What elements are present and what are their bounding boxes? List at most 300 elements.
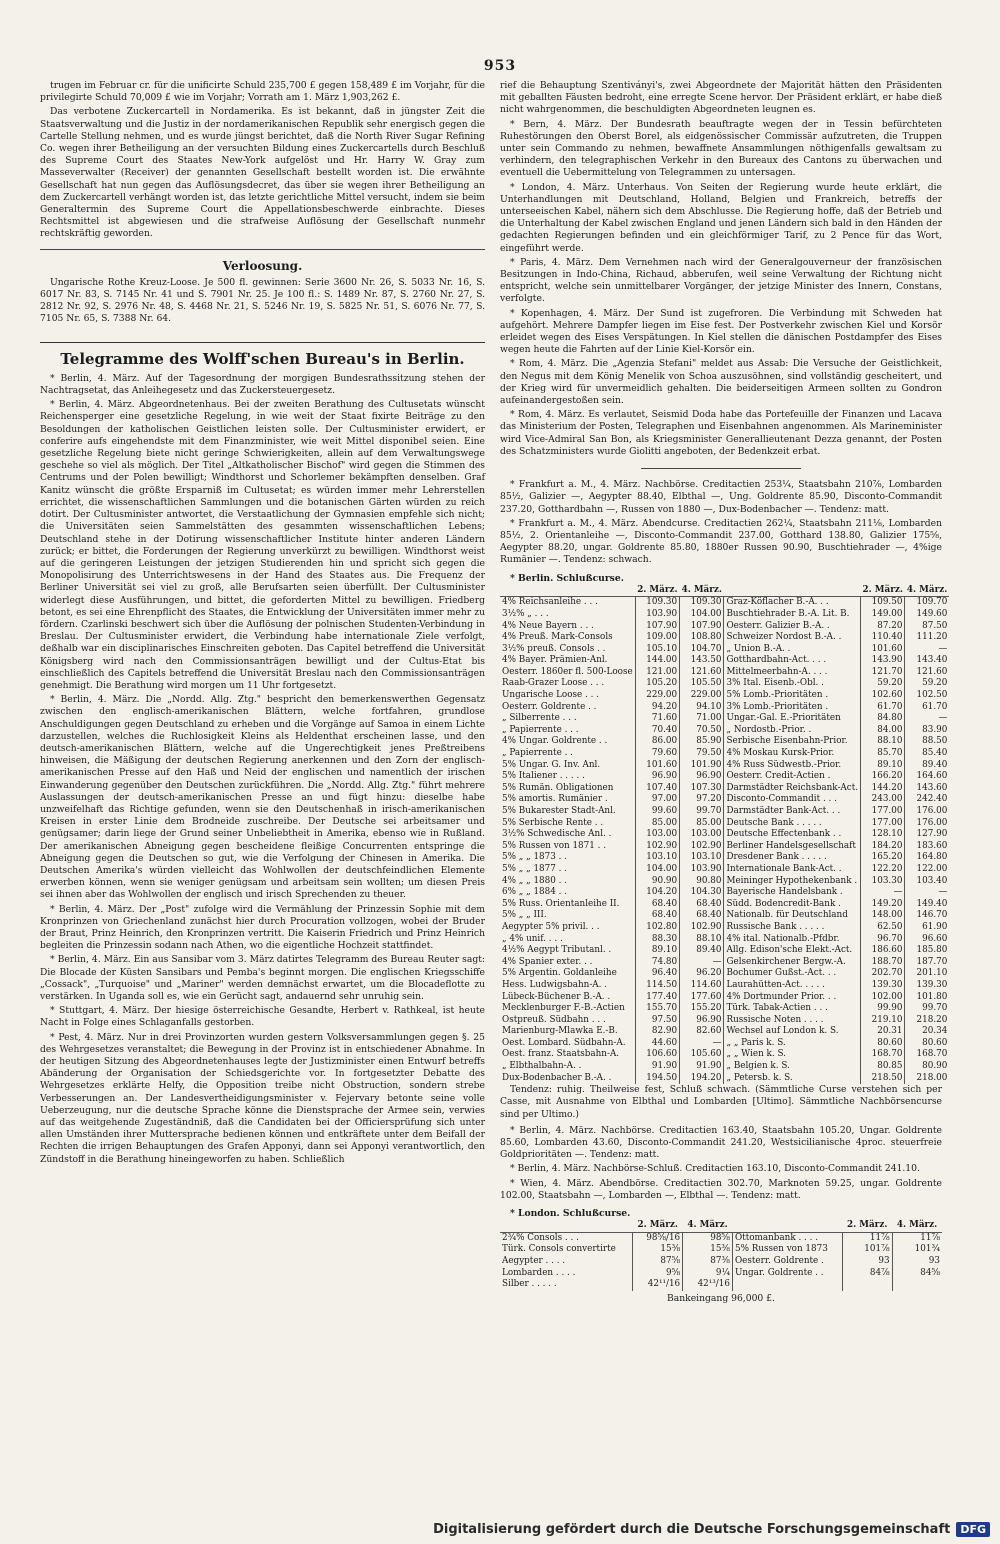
table-row (500, 771, 949, 783)
table-row (500, 887, 949, 899)
table-row (500, 1049, 949, 1061)
quote-value: 91.90 (635, 1061, 679, 1073)
quote-value: 103.30 (861, 876, 905, 888)
quote-value: 166.20 (861, 771, 905, 783)
security-name: Lübeck-Büchener B.-A. . (502, 991, 611, 1002)
quote-value: 143.50 (680, 655, 724, 667)
quote-value: 110.40 (861, 632, 905, 644)
quote-value: 218.50 (861, 1073, 905, 1085)
quote-value: 96.40 (635, 968, 679, 980)
security-name: Ungar.-Gal. E.-Prioritäten (724, 713, 861, 725)
security-name: Oesterr. Goldrente . (732, 1256, 842, 1268)
security-name: Darmstädter Bank-Act. . . (724, 806, 861, 818)
table-row (500, 945, 949, 957)
security-name: Nationalb. für Deutschland (724, 910, 861, 922)
telegram-item: * Berlin, 4. März. Auf der Tagesordnung der morgigen Bundesrathssitzung stehen der Nachtragsetat, das Anleihegesetz und das Zuckersteuergesetz. (40, 372, 485, 397)
quote-value (842, 1279, 892, 1291)
quote-value: 176.00 (905, 818, 949, 830)
security-name: 5% Ungar. G. Inv. Anl. (502, 759, 601, 770)
telegram-item: * Berlin, 4. März. Abgeordnetenhaus. Bei der zweiten Berathung des Cultusetats wünscht Reichensperger eine gesetzliche Regelung, in wie weit der Staat fixirte Beiträge zu den Besoldungen der katholischen Geistlichen leisten solle. Der Cultusminister erwidert, er conferire aufs eingehendste mit dem Finanzminister, wie weit Mittel disponibel seien. Eine gesetzliche Regelung biete nicht geringe Schwierigkeiten, allein auf dem Verwaltungswege geschehe so viel als möglich. Der Titel „Altkatholischer Bischof" wird gegen die Stimmen des Centrums und der Polen bewilligt; Windthorst und Schorlemer bekämpften denselben. Graf Kanitz wünscht die größte Ersparniß im Cultusetat; es würden immer mehr Lehrerstellen errichtet, die wissenschaftlichen Sammlungen und die botanischen Gärten würden zu reich dotirt. Der Cultusminister antwortet, die Verstaatlichung der Gymnasien empfehle sich nicht; die Universitäten seien Sammelstätten des gesammten wissenschaftlichen Lebens; Deutschland stehe in der Dotirung wissenschaftlicher Institute hinter anderen Ländern zurück; er bittet, die Forderungen der Regierung unverkürzt zu bewilligen. Windthorst weist auf die geringeren Leistungen der jetzigen Studierenden hin und spricht sich gegen die Monopolisirung des Unterrichtswesens in der Hand des Staates aus. Die Frequenz der Berliner Universität sei viel zu groß, alle Berufsarten seien überfüllt. Der Cultusminister widerlegt diese Ausführungen, und bittet, die geforderten Mittel zu bewilligen. Friedberg betont, es sei eine Ehrenpflicht des Staates, die Entwicklung der Universitäten immer mehr zu fördern. Czarlinski beschwert sich über die Auflösung der polnischen Studenten-Verbindung in Breslau. Der Cultusminister erwidert, die Verbindung habe internationale Ziele verfolgt, deßhalb war ein disciplinarisches Einschreiten geboten. Das Capitel betreffend die Universität Königsberg wird nach den Commissionsanträgen bewilligt und der Cultus-Etat bis einschließlich des Capitels betreffend die Universität Breslau nach den Commissionsanträgen genehmigt. Die Berathung wird morgen um 11 Uhr fortgesetzt. (40, 399, 485, 691)
security-name: Graz-Köflacher B.-A. . . (724, 597, 861, 609)
security-name: Schweizer Nordost B.-A. . (724, 632, 861, 644)
telegram-item: * Pest, 4. März. Nur in drei Provinzorten wurden gestern Volksversammlungen gegen §. 25 des Wehrgesetzes veranstaltet; die Bewegung in der Provinz ist in entschiedener Abnahme. In der heutigen Sitzung des Abgeordnetenhauses legte der Justizminister einen Entwurf betreffs Abänderung der Organisation der Schiedsgerichte vor. In fortgesetzter Debatte des Wehrgesetzes erklärte Helfy, die Opposition treibe nicht Obstruction, sondern strebe Verbesserungen an. Der Landesvertheidigungsminister v. Fejervary betonte seine volle Ueberzeugung, nur die deutsche Sprache könne die Dienstsprache der Armee sein, verwies auf das weitgehende Zugeständniß, daß die Candidaten bei der Officiersprüfung sich unter allen Umständen ihrer Muttersprache bedienen können und entkräftete unter dem Beifall der Rechten die irrigen Behauptungen des Grafen Apponyi, dann sei Apponyi verantwortlich, den Zündstoff in die Berathung hineingeworfen zu haben. Schließlich (40, 1031, 485, 1165)
security-name: Meininger Hypothekenbank . (724, 876, 861, 888)
table-row (500, 876, 949, 888)
security-name: Bayerische Handelsbank . (724, 887, 861, 899)
quote-value: 187.70 (905, 957, 949, 969)
quote-value: 11⅞ (842, 1232, 892, 1244)
quote-value: 102.90 (680, 841, 724, 853)
security-name: Deutsche Bank . . . . . (724, 818, 861, 830)
right-column (500, 80, 948, 1309)
telegram-item: * Rom, 4. März. Es verlautet, Seismid Doda habe das Portefeuille der Finanzen und Lacava das Ministerium der Posten, Telegraphen und Eisenbahnen angenommen. Als Marineminister wird Vice-Admiral San Bon, als Kriegsminister Generallieutenant Dezza genannt, der Posten des Schatzministers wurde Giolitti angeboten, der Bedenkzeit erbat. (500, 409, 942, 457)
quote-value: 218.00 (905, 1073, 949, 1085)
quote-value: 87.50 (905, 621, 949, 633)
security-name: Türk. Tabak-Actien . . . (724, 1003, 861, 1015)
security-name: „ Papierrente . . . (502, 724, 579, 735)
quote-value: 62.50 (861, 922, 905, 934)
quote-value: 149.20 (861, 899, 905, 911)
security-name: „ Papierrente . . (502, 748, 573, 759)
quote-value: 99.60 (635, 806, 679, 818)
security-name: 5% „ „ 1877 . . (502, 863, 568, 874)
security-name: Gotthardbahn-Act. . . . (724, 655, 861, 667)
quote-value: 106.60 (635, 1049, 679, 1061)
quote-value: 143.60 (905, 783, 949, 795)
quote-value: 107.40 (635, 783, 679, 795)
quote-value: 61.70 (905, 702, 949, 714)
quote-value: 79.50 (680, 748, 724, 760)
quote-value: 99.90 (861, 1003, 905, 1015)
security-name: 5% Rumän. Obligationen (502, 782, 614, 793)
quote-value: 59.20 (861, 678, 905, 690)
quote-value: 202.70 (861, 968, 905, 980)
quote-value: 93 (892, 1256, 942, 1268)
table-row (500, 713, 949, 725)
quote-value: 148.00 (861, 910, 905, 922)
quote-value: 139.30 (861, 980, 905, 992)
security-name: 5% Bukarester Stadt-Anl. (502, 806, 616, 816)
quote-value: 99.70 (905, 1003, 949, 1015)
telegram-heading: Telegramme des Wolff'schen Bureau's in Berlin. (40, 342, 485, 365)
table-row (500, 841, 949, 853)
berlin-nachboerse-schluss: * Berlin, 4. März. Nachbörse-Schluß. Creditactien 163.10, Disconto-Commandit 241.10. (510, 1163, 920, 1175)
quote-value: 84.00 (861, 725, 905, 737)
quote-value: 144.00 (635, 655, 679, 667)
quote-value: 114.60 (680, 980, 724, 992)
security-name: Russische Noten . . . . (724, 1015, 861, 1027)
quote-value: 177.40 (635, 992, 679, 1004)
security-name: 4% Dortmunder Prior. . . (724, 992, 861, 1004)
quote-value: 168.70 (861, 1049, 905, 1061)
quote-value: 71.00 (680, 713, 724, 725)
quote-value: 85.90 (680, 736, 724, 748)
quote-value: 194.20 (680, 1073, 724, 1085)
table-row (500, 632, 949, 644)
table-row (500, 899, 949, 911)
date-header: 2. März. (861, 585, 905, 597)
paragraph: trugen im Februar cr. für die unificirte Schuld 235,700 £ gegen 158,489 £ im Vorjahr, für die privilegirte Schuld 70,009 £ wie im Vorjahr; Vorrath am 1. März 1,903,262 £. (40, 80, 485, 104)
quote-value: 9⅝ (633, 1268, 683, 1280)
quote-value: 103.10 (680, 852, 724, 864)
quote-value: 89.40 (680, 945, 724, 957)
paragraph: Das verbotene Zuckercartell in Nordamerika. Es ist bekannt, daß in jüngster Zeit die Staatsverwaltung und die Justiz in der nordamerikanischen Republik sehr energisch gegen die Cartelle Stellung nehmen, und es wurde jüngst berichtet, daß die North River Sugar Refining Co. wegen ihrer Betheiligung an der versuchten Bildung eines Zuckercartells durch Beschluß des Supreme Court des Staates New-York aufgelöst und Hr. Harry W. Gray zum Masseverwalter (Receiver) der genannten Gesellschaft bestellt worden ist. Die erwähnte Gesellschaft hat nun gegen das Auflösungsdecret, das über sie wegen ihrer Betheiligung an dem Zuckercartell verhängt worden ist, das letzte gerichtliche Mittel versucht, indem sie beim Generaltermin des Supreme Court die Appellationsbeschwerde einbrachte. Dieses Rechtsmittel ist abgewiesen und die strafweise Auflösung der Gesellschaft nunmehr rechtskräftig geworden. (40, 106, 485, 240)
security-name: 5% „ „ III. (502, 910, 547, 921)
quote-value: 177.60 (680, 992, 724, 1004)
security-name: 4% Preuß. Mark-Consols (502, 632, 613, 643)
security-name: 4% Russ Südwestb.-Prior. (724, 760, 861, 772)
quote-value: 165.20 (861, 852, 905, 864)
date-header: 2. März. (633, 1220, 683, 1232)
quote-value: 11⅞ (892, 1232, 942, 1244)
quote-value: 80.60 (905, 1038, 949, 1050)
telegram-item: * Berlin, 4. März. Die „Nordd. Allg. Ztg." bespricht den bemerkenswerthen Gegensatz zwischen den englisch-amerikanischen Blättern, welche fortfahren, grundlose Anschuldigungen gegen Deutschland zu erheben und die Vorgänge auf Samoa in einem Lichte darzustellen, welches die Ruchlosigkeit Kleins als Heldenthat erscheinen lasse, und den deutsch-amerikanischen Blättern, welche auf die Ungerechtigkeit jenes Preßtreibens hinweisen, die Mäßigung der deutschen Regierung anerkennen und den Zorn der englisch-amerikanischen Presse auf den Haß und Neid der englischen und namentlich der irischen Einwanderung gegenüber den Deutschen zurückführen. Die „Nordd. Allg. Ztg." führt mehrere Auslassungen der deutsch-amerikanischen Presse an und fügt hinzu: dieselbe habe unzweifelhaft das Richtige gefunden, wenn sie den Deutschenhaß in irisch-amerikanischen Kreisen in erster Linie dem Brodneide zuschreibe. Der Deutsche sei arbeitsamer und genügsamer; darin liege der Grund seiner Unbeliebtheit in Amerika, ebenso wie in Rußland. Der amerikanischen Abneigung gegen bescheidene fleißige Concurrenten entspringe die Abneigung gegen die Deutschen so gut, wie die Verfolgung der Chinesen in Amerika. Die Deutschen Amerika's würden vielleicht das Wohlwollen der deutschfeindlichen Elemente erwerben können, wenn sie weniger genügsam und arbeitsam sein wollten; um diesen Preis sei ihnen aber das Wohlwollen der englisch und irisch Sprechenden zu theuer. (40, 694, 485, 901)
quote-value: 88.10 (861, 736, 905, 748)
quote-value: 70.40 (635, 725, 679, 737)
quote-value: 44.60 (635, 1038, 679, 1050)
table-row (500, 736, 949, 748)
bank-line: Bankeingang 96,000 £. (667, 1292, 775, 1304)
quote-value: 176.00 (905, 806, 949, 818)
quote-value: 96.90 (635, 771, 679, 783)
quote-value: 186.60 (861, 945, 905, 957)
verloosung-heading: Verloosung. (222, 258, 303, 273)
quote-value: 89.10 (861, 760, 905, 772)
table-row (500, 1015, 949, 1027)
security-name: Laurahütten-Act. . . . . (724, 980, 861, 992)
quote-value: 94.10 (680, 702, 724, 714)
london-heading: * London. Schlußcurse. (510, 1208, 631, 1220)
telegram-item: * Kopenhagen, 4. März. Der Sund ist zugefroren. Die Verbindung mit Schweden hat aufgehört. Mehrere Dampfer liegen im Eise fest. Der Postverkehr zwischen Kiel und Korsör erleidet wegen des Eises Verspätungen. In Kiel stellen die dänischen Postdampfer des Eises wegen heute die Fahrten auf der Linie Kiel-Korsör ein. (500, 307, 942, 356)
quote-value: 74.80 (635, 957, 679, 969)
quote-value: 122.00 (905, 864, 949, 876)
quote-value: 15⅜ (683, 1244, 733, 1256)
quote-value: 20.31 (861, 1026, 905, 1038)
quote-value: 101.60 (635, 760, 679, 772)
quote-value: 184.20 (861, 841, 905, 853)
table-row (500, 794, 949, 806)
quote-value: 155.70 (635, 1003, 679, 1015)
quote-value: 87⅜ (683, 1256, 733, 1268)
table-row (500, 609, 949, 621)
quote-value: 104.00 (635, 864, 679, 876)
quote-value: 98⅝/16 (633, 1232, 683, 1244)
security-name: Allg. Edison'sche Elekt.-Act. (724, 945, 861, 957)
quote-value: 102.80 (635, 922, 679, 934)
quote-value: 121.60 (680, 667, 724, 679)
quote-value: 98⅝ (683, 1232, 733, 1244)
berlin-nachboerse: * Berlin, 4. März. Nachbörse. Creditactien 163.40, Staatsbahn 105.20, Ungar. Goldrente 85.60, Lombarden 43.60, Disconto-Commandit 241.20, Westsicilianische 4proc. steuerfreie Goldprioritäten —. Tendenz: matt. (500, 1124, 942, 1161)
security-name: Aegypter . . . . (502, 1256, 566, 1267)
table-row (500, 829, 949, 841)
quote-value: 102.00 (861, 992, 905, 1004)
security-name: Darmstädter Reichsbank-Act. (724, 783, 861, 795)
quote-value: 97.00 (635, 794, 679, 806)
security-name: Internationale Bank-Act. . (724, 864, 861, 876)
quote-value: 97.50 (635, 1015, 679, 1027)
quote-value: 83.90 (905, 725, 949, 737)
security-name: Bochumer Gußst.-Act. . . (724, 968, 861, 980)
security-name: Mittelmeerbahn-A. . . . (724, 667, 861, 679)
table-row (500, 690, 949, 702)
security-name: Marienburg-Mlawka E.-B. (502, 1026, 618, 1037)
quote-value: 149.00 (861, 609, 905, 621)
security-name: 5% Russen von 1871 . . (502, 840, 607, 851)
security-name: 4% Ungar. Goldrente . . (502, 736, 608, 747)
quote-value: 85.00 (635, 818, 679, 830)
security-name: Russische Bank . . . . . (724, 922, 861, 934)
table-row (500, 864, 949, 876)
quote-value: 177.00 (861, 806, 905, 818)
date-header: 4. März. (680, 585, 724, 597)
security-name: „ Union B.-A. . (724, 644, 861, 656)
security-name: Serbische Eisenbahn-Prior. (724, 736, 861, 748)
quote-value: 80.60 (861, 1038, 905, 1050)
quote-value: 101⅞ (842, 1244, 892, 1256)
table-row (500, 760, 949, 772)
quote-value: 88.30 (635, 934, 679, 946)
quote-value: 101.90 (680, 760, 724, 772)
table-row (500, 1073, 949, 1085)
quote-value: 101.80 (905, 992, 949, 1004)
quote-value: 91.90 (680, 1061, 724, 1073)
security-name: Raab-Grazer Loose . . . (502, 678, 605, 689)
quote-value: 96.90 (680, 1015, 724, 1027)
security-name: 4% „ „ 1880 . . (502, 875, 568, 886)
security-name: „ „ Wien k. S. (724, 1049, 861, 1061)
security-name: Lombarden . . . . (502, 1267, 576, 1278)
quote-value: 102.60 (861, 690, 905, 702)
security-name: „ Belgien k. S. (724, 1061, 861, 1073)
quote-value: 85.70 (861, 748, 905, 760)
quote-value: 85.40 (905, 748, 949, 760)
security-name: „ 4% unif. . . . (502, 933, 563, 944)
security-name: Oesterr. Credit-Actien . (724, 771, 861, 783)
quote-value: 177.00 (861, 818, 905, 830)
quote-value: 242.40 (905, 794, 949, 806)
quote-value: 243.00 (861, 794, 905, 806)
quote-value: 143.40 (905, 655, 949, 667)
security-name: 3% Lomb.-Prioritäten . (724, 702, 861, 714)
telegram-item: * London, 4. März. Unterhaus. Von Seiten der Regierung wurde heute erklärt, die Unterhandlungen mit Deutschland, Holland, Belgien und Frankreich, betreffs der unterseeischen Kabel, nähern sich dem Abschlusse. Die Regierung hoffe, daß der Betrieb und die Unterhaltung der Kabel zwischen England und jenen Ländern sich bald in den Händen der gedachten Regierungen befinden und ein gleichförmiger Tarif, zu 2 Pence für das Wort, eingeführt werde. (500, 181, 942, 254)
quote-value (892, 1279, 942, 1291)
telegram-item: * Berlin, 4. März. Der „Post" zufolge wird die Vermählung der Prinzessin Sophie mit dem Kronprinzen von Griechenland zunächst hier durch Procuration vollzogen, wobei der Bruder der Braut, Prinz Heinrich, den Kronprinzen vertritt. Die Kaiserin Friedrich und Prinz Heinrich begleiten die Prinzessin sodann nach Athen, wo die eigentliche Hochzeit stattfindet. (40, 903, 485, 952)
quote-value: 146.70 (905, 910, 949, 922)
quote-value: 128.10 (861, 829, 905, 841)
quote-value: 109.70 (905, 597, 949, 609)
table-row (500, 1244, 942, 1256)
security-name: Aegypter 5% privil. . . (502, 921, 600, 932)
security-name: Silber . . . . . (502, 1279, 557, 1290)
quote-value: 105.20 (635, 678, 679, 690)
table-row (500, 1232, 942, 1244)
quote-value: 101¾ (892, 1244, 942, 1256)
quote-value: 104.00 (680, 609, 724, 621)
table-row (500, 655, 949, 667)
security-name: 4% Neue Bayern . . . (502, 620, 594, 631)
quote-value: 68.40 (635, 899, 679, 911)
frankfurt-abendcurse: * Frankfurt a. M., 4. März. Abendcurse. Creditactien 262¼, Staatsbahn 211⅛, Lombarden 85½, 2. Orientanleihe —, Disconto-Commandit 237.00, Gotthard 138.80, Galizier 175⅝, Aegypter 88.20, ungar. Goldrente 85.80, 1880er Russen 90.90, Buschtiehrader —, 4%ige Rumänier —. Tendenz: schwach. (500, 517, 942, 566)
security-name: Oesterr. Galizier B.-A. . (724, 621, 861, 633)
table-header-row (500, 585, 949, 597)
quote-value: 68.40 (635, 910, 679, 922)
quote-value: 87⅝ (633, 1256, 683, 1268)
quote-value: 88.10 (680, 934, 724, 946)
security-name: 3% Ital. Eisenb.-Obl. . (724, 678, 861, 690)
quote-value: 109.30 (680, 597, 724, 609)
security-name: Türk. Consols convertirte (502, 1244, 616, 1255)
security-name: 5% Lomb.-Prioritäten . (724, 690, 861, 702)
quote-value: 149.60 (905, 609, 949, 621)
quote-value: 61.90 (905, 922, 949, 934)
quote-value: 101.60 (861, 644, 905, 656)
quote-value: 102.90 (635, 841, 679, 853)
quote-value: 103.00 (635, 829, 679, 841)
quote-value: 121.60 (905, 667, 949, 679)
quote-value: 96.60 (905, 934, 949, 946)
quote-value: 103.40 (905, 876, 949, 888)
security-name: 4½% Aegypt Tributanl. . (502, 945, 612, 956)
quote-value: 164.60 (905, 771, 949, 783)
quote-value: 90.90 (635, 876, 679, 888)
quote-value: 103.90 (635, 609, 679, 621)
security-name: Dux-Bodenbacher B.-A. . (502, 1072, 612, 1083)
quote-value: 144.20 (861, 783, 905, 795)
date-header: 4. März. (683, 1220, 733, 1232)
quote-value: 105.50 (680, 678, 724, 690)
quote-value: 97.20 (680, 794, 724, 806)
quote-value: 201.10 (905, 968, 949, 980)
quote-value: 71.60 (635, 713, 679, 725)
quote-value: 155.20 (680, 1003, 724, 1015)
quote-value: 84.80 (861, 713, 905, 725)
quote-value: 94.20 (635, 702, 679, 714)
quote-value: 93 (842, 1256, 892, 1268)
quote-value: 143.90 (861, 655, 905, 667)
quote-value: 88.50 (905, 736, 949, 748)
quote-value: 185.80 (905, 945, 949, 957)
security-name: Oesterr. 1860er fl. 500-Loose (502, 666, 633, 677)
london-market (500, 1208, 942, 1305)
security-name: 3½% „ . . . (502, 608, 549, 619)
divider (641, 468, 801, 469)
quote-value: — (861, 887, 905, 899)
quote-value: 68.40 (680, 899, 724, 911)
table-row (500, 1256, 942, 1268)
berlin-heading: * Berlin. Schlußcurse. (510, 572, 624, 584)
table-row (500, 621, 949, 633)
page-number: 953 (483, 58, 517, 74)
security-name: 4% Moskau Kursk-Prior. (724, 748, 861, 760)
table-row (500, 1268, 942, 1280)
quote-value: 80.90 (905, 1061, 949, 1073)
date-header: 2. März. (842, 1220, 892, 1232)
quote-value: 103.10 (635, 852, 679, 864)
security-name: Oesterr. Goldrente . . (502, 701, 597, 712)
table-row (500, 992, 949, 1004)
security-name: Dresdener Bank . . . . . (724, 852, 861, 864)
quote-value: 82.60 (680, 1026, 724, 1038)
security-name: 5% amortis. Rumänier . (502, 794, 608, 805)
quote-value: 114.50 (635, 980, 679, 992)
london-quotes-table (500, 1220, 942, 1291)
security-name: Hess. Ludwigsbahn-A. . (502, 979, 608, 990)
quote-value: — (680, 1038, 724, 1050)
quote-value: 102.90 (680, 922, 724, 934)
table-row (500, 1038, 949, 1050)
quote-value: 121.00 (635, 667, 679, 679)
security-name: Oest. franz. Staatsbahn-A. (502, 1049, 620, 1060)
security-name: Ottomanbank . . . . (732, 1232, 842, 1244)
quote-value: 87.20 (861, 621, 905, 633)
table-row (500, 852, 949, 864)
quote-value: 104.70 (680, 644, 724, 656)
security-name: „ Nordostb.-Prior. . (724, 725, 861, 737)
security-name: Deutsche Effectenbank . . (724, 829, 861, 841)
quote-value: 168.70 (905, 1049, 949, 1061)
quote-value: 103.90 (680, 864, 724, 876)
quote-value: 89.10 (635, 945, 679, 957)
date-header: 4. März. (905, 585, 949, 597)
security-name: 5% Italiener . . . . . (502, 771, 585, 782)
digitization-credit: Digitalisierung gefördert durch die Deutsche Forschungsgemeinschaft (433, 1521, 951, 1537)
verloosung-text: Ungarische Rothe Kreuz-Loose. Je 500 fl. gewinnen: Serie 3600 Nr. 26, S. 5033 Nr. 16, S. 6017 Nr. 83, S. 7145 Nr. 41 und S. 7901 Nr. 25. Je 100 fl.: S. 1489 Nr. 87, S. 2760 Nr. 27, S. 2812 Nr. 92, S. 2976 Nr. 48, S. 4468 Nr. 21, S. 5246 Nr. 19, S. 5825 Nr. 51, S. 6076 Nr. 77, S. 7105 Nr. 65, S. 7388 Nr. 64. (40, 276, 485, 325)
quote-value: 109.00 (635, 632, 679, 644)
table-row (500, 922, 949, 934)
quote-value: 102.50 (905, 690, 949, 702)
security-name: 4% ital. Nationalb.-Pfdbr. (724, 934, 861, 946)
table-header-row (500, 1220, 942, 1232)
security-name: „ „ Paris k. S. (724, 1038, 861, 1050)
quote-value: 99.70 (680, 806, 724, 818)
table-row (500, 725, 949, 737)
quote-value: 85.00 (680, 818, 724, 830)
quote-value: 42¹³/16 (683, 1279, 733, 1291)
quote-value: 107.30 (680, 783, 724, 795)
quote-value: 107.90 (680, 621, 724, 633)
security-name: Oest. Lombard. Südbahn-A. (502, 1037, 626, 1048)
quote-value: 122.20 (861, 864, 905, 876)
table-row (500, 818, 949, 830)
quote-value: 109.30 (635, 597, 679, 609)
quote-value: 107.90 (635, 621, 679, 633)
quote-value: 183.60 (905, 841, 949, 853)
security-name: 5% Argentin. Goldanleihe (502, 968, 617, 979)
quote-value: 103.00 (680, 829, 724, 841)
telegram-item: * Berlin, 4. März. Ein aus Sansibar vom 3. März datirtes Telegramm des Bureau Reuter sagt: Die Blocade der Küsten Sansibars und Pemba's beginnt morgen. Die englischen Kriegsschiffe „Cossack", „Turquoise" und „Mariner" werden demnächst erwartet, um die Blocadeflotte zu verstärken. In Uganda soll es, wie ein Gerücht sagt, andauernd sehr unruhig sein. (40, 954, 485, 1003)
quote-value: 42¹¹/16 (633, 1279, 683, 1291)
security-name: Wechsel auf London k. S. (724, 1026, 861, 1038)
table-row (500, 667, 949, 679)
quote-value: 84⅞ (842, 1268, 892, 1280)
quote-value: 96.20 (680, 968, 724, 980)
divider (40, 249, 485, 250)
table-row (500, 678, 949, 690)
quote-value: — (905, 644, 949, 656)
quote-value: — (680, 957, 724, 969)
quote-value: — (905, 887, 949, 899)
telegram-item: * Paris, 4. März. Dem Vernehmen nach wird der Generalgouverneur der französischen Besitzungen in Indo-China, Richaud, abberufen, weil seine Verwaltung der Richtung nicht entspricht, welche sein unmittelbarer Vorgänger, der jetzige Minister des Innern, Constans, verfolgte. (500, 256, 942, 305)
security-name: „ Elbthalbahn-A. . (502, 1061, 582, 1072)
footer (0, 1518, 1000, 1540)
quote-value: 219.10 (861, 1015, 905, 1027)
quote-value: 104.20 (635, 887, 679, 899)
table-row (500, 783, 949, 795)
quote-value: 105.10 (635, 644, 679, 656)
quote-value: 164.80 (905, 852, 949, 864)
berlin-quotes-table (500, 585, 949, 1085)
table-row (500, 934, 949, 946)
